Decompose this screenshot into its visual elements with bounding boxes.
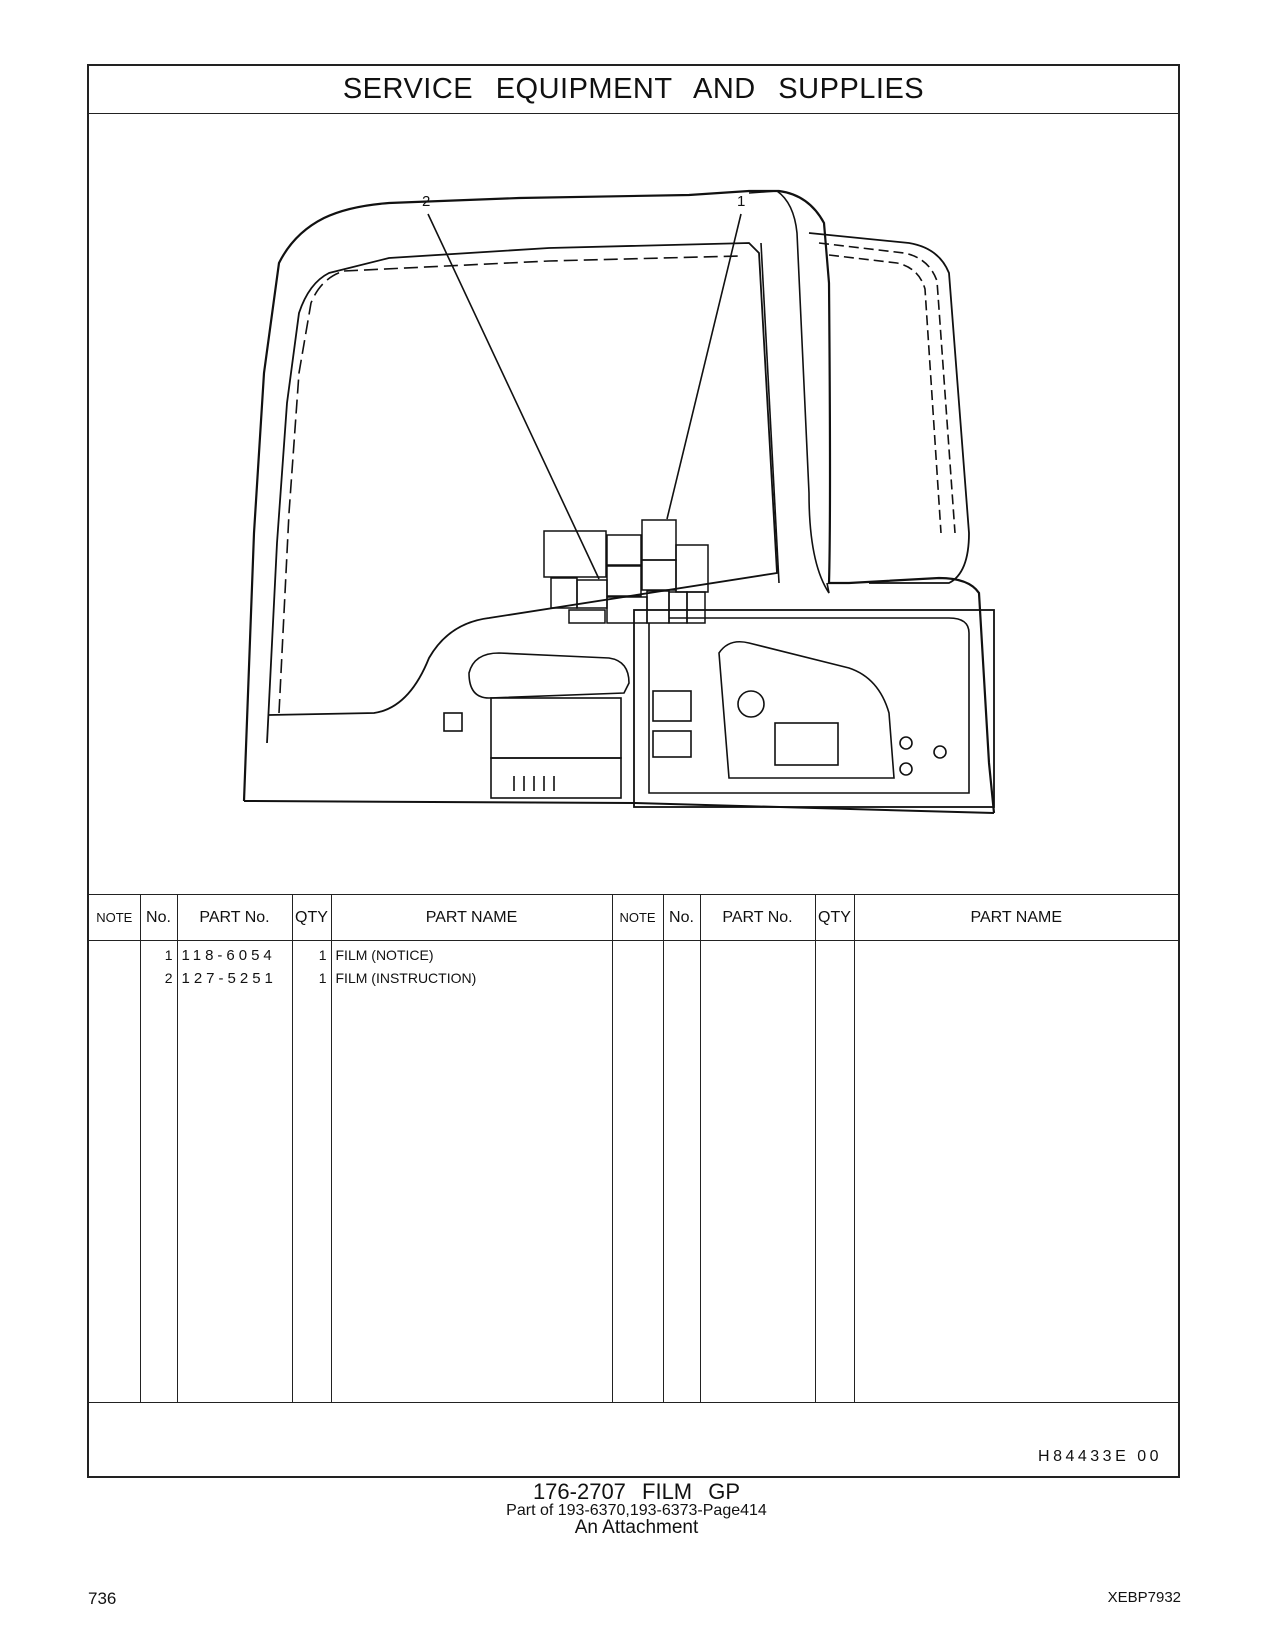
no-cell	[140, 941, 177, 1403]
part-no-cell	[177, 941, 292, 1403]
callout-2: 2	[422, 193, 431, 210]
parts-illustration	[89, 113, 1178, 895]
cab-outline	[244, 191, 994, 813]
qty-cell	[292, 941, 331, 1403]
seat-base	[491, 698, 621, 758]
col-header-part-name: PART NAME	[854, 895, 1178, 941]
col-header-no: No.	[663, 895, 700, 941]
note-cell	[89, 941, 140, 1403]
cab-drawing	[89, 113, 1178, 895]
row-part-name: FILM (NOTICE)	[335, 947, 434, 963]
table-header-row	[89, 895, 1178, 941]
row-no: 2	[164, 970, 173, 986]
page-frame	[87, 64, 1180, 1478]
part-no-cell	[700, 941, 815, 1403]
qty-cell	[815, 941, 854, 1403]
seat-console	[491, 758, 621, 798]
decal-block	[607, 535, 641, 565]
side-window-seal-inner	[829, 255, 941, 533]
col-header-part-no: PART No.	[177, 895, 292, 941]
door-label-1	[653, 691, 691, 721]
col-header-note: NOTE	[89, 895, 140, 941]
door-bolt-3	[934, 746, 946, 758]
callout-1: 1	[737, 193, 746, 210]
decal-block	[544, 531, 606, 577]
console-switches	[514, 776, 554, 791]
leader-line-1	[667, 214, 741, 519]
section-title: SERVICE EQUIPMENT AND SUPPLIES	[89, 66, 1178, 114]
col-header-part-name: PART NAME	[331, 895, 612, 941]
row-qty: 1	[318, 970, 327, 986]
parts-table	[89, 894, 1178, 1403]
door-bolt-2	[900, 763, 912, 775]
document-part-of: Part of 193-6370,193-6373-Page414	[506, 1502, 767, 1519]
document-subtitle: An Attachment	[574, 1517, 699, 1538]
document-code: XEBP7932	[1107, 1589, 1181, 1606]
no-cell	[663, 941, 700, 1403]
row-part-no: 118-6054	[181, 947, 276, 964]
pillar-edge	[761, 243, 779, 583]
door-recess	[719, 642, 894, 778]
note-cell	[612, 941, 663, 1403]
door-plate	[775, 723, 838, 765]
decal-block	[642, 520, 676, 560]
col-header-no: No.	[140, 895, 177, 941]
decal-block	[569, 610, 605, 623]
door-label-2	[653, 731, 691, 757]
row-part-no: 127-5251	[181, 970, 277, 987]
decal-block	[642, 560, 676, 590]
page-number: 736	[88, 1589, 117, 1608]
illustration-code: H84433E 00	[1038, 1448, 1162, 1465]
col-header-note: NOTE	[612, 895, 663, 941]
part-name-cell	[854, 941, 1178, 1403]
side-window	[809, 233, 969, 583]
col-header-qty: QTY	[292, 895, 331, 941]
window-frame	[267, 243, 777, 743]
leader-line-2	[428, 214, 599, 579]
decal-block	[647, 591, 669, 623]
decal-block	[607, 566, 641, 596]
col-header-qty: QTY	[815, 895, 854, 941]
seat-knob	[444, 713, 462, 731]
row-qty: 1	[318, 947, 327, 963]
door-inner-panel	[649, 618, 969, 793]
door-handle	[738, 691, 764, 717]
row-no: 1	[164, 947, 173, 963]
col-header-part-no: PART No.	[700, 895, 815, 941]
film-decals	[544, 520, 708, 623]
window-seal-top	[344, 256, 739, 271]
row-part-name: FILM (INSTRUCTION)	[335, 970, 477, 986]
table-body	[89, 941, 1178, 1403]
document-title: 176-2707 FILM GP	[532, 1479, 741, 1504]
seat-cushion	[469, 653, 629, 698]
window-seal-left	[279, 271, 344, 713]
side-window-seal	[819, 243, 955, 533]
door-bolt-1	[900, 737, 912, 749]
part-name-cell	[331, 941, 612, 1403]
decal-block	[551, 578, 577, 608]
